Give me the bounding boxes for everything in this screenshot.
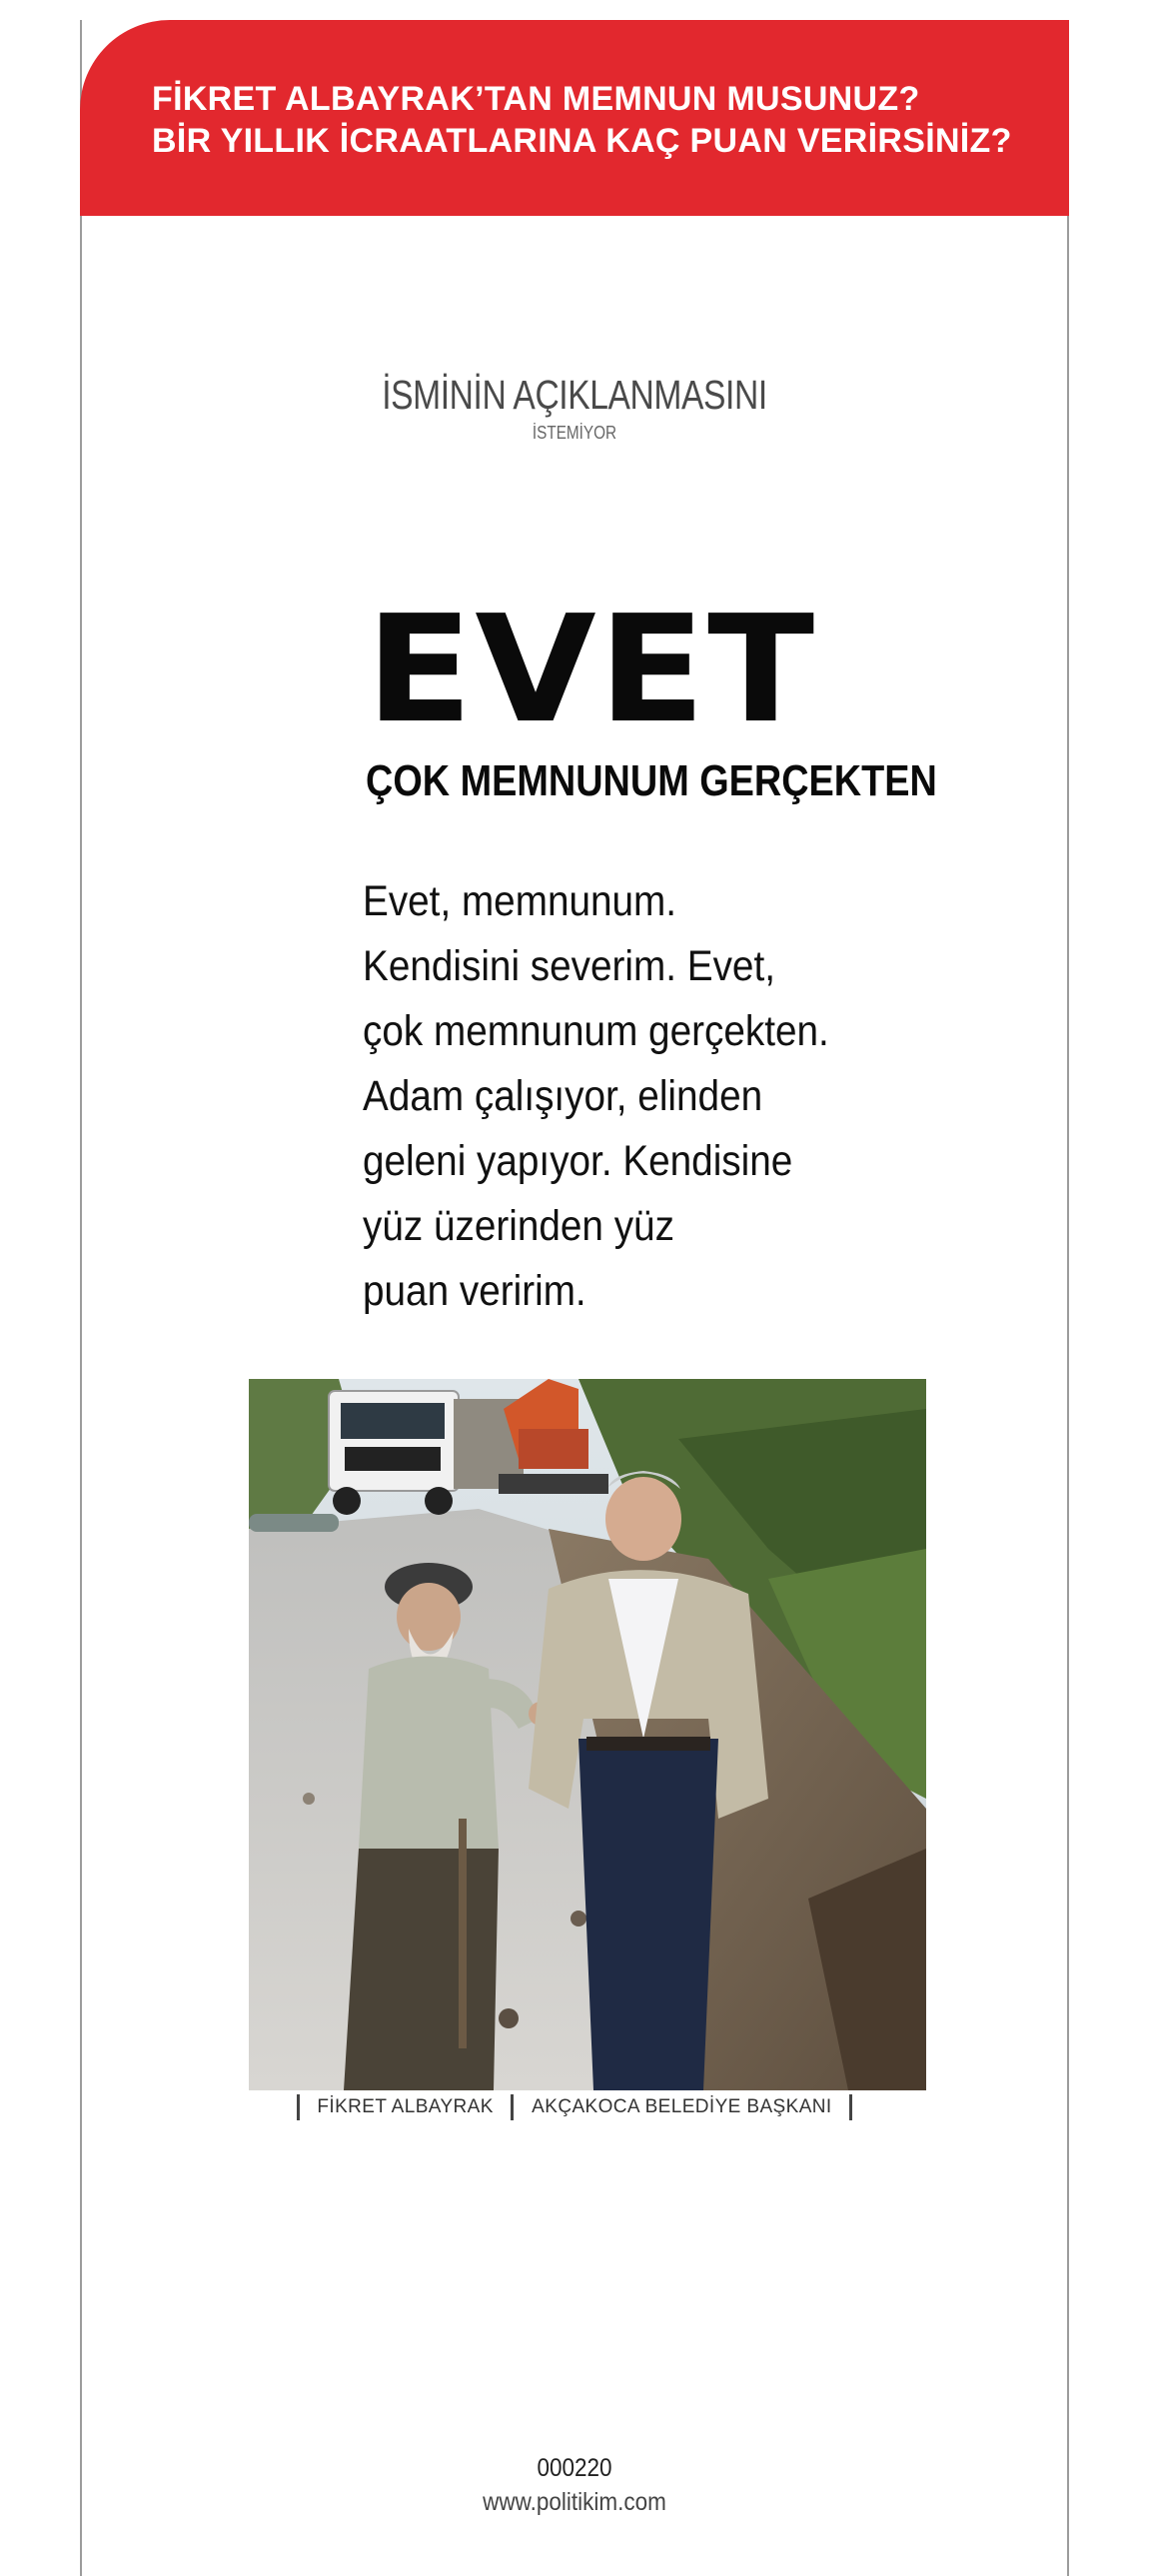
footer-code: 000220 [537,2454,612,2482]
quote-line: Evet, memnunum. [363,877,677,925]
quote-line: geleni yapıyor. Kendisine [363,1137,793,1185]
quote-line: Adam çalışıyor, elinden [363,1072,763,1120]
quote-block [363,869,922,1324]
banner-question-line-1: FİKRET ALBAYRAK’TAN MEMNUN MUSUNUZ? [152,80,920,118]
answer-word: EVET [366,584,817,755]
quote-line: yüz üzerinden yüz [363,1202,674,1250]
caption-divider [849,2094,852,2120]
caption-name: FİKRET ALBAYRAK [317,2096,494,2117]
caption-title: AKÇAKOCA BELEDİYE BAŞKANI [532,2096,832,2117]
quote-line: çok memnunum gerçekten. [363,1007,829,1055]
respondent-name-sub: İSTEMİYOR [532,423,617,443]
banner-question-line-2: BİR YILLIK İCRAATLARINA KAÇ PUAN VERİRSİNİZ? [152,122,1012,160]
caption-divider [297,2094,300,2120]
news-photo [249,1379,926,2090]
quote-line: Kendisini severim. Evet, [363,942,775,990]
footer-site-link[interactable]: www.politikim.com [483,2488,666,2516]
answer-subtitle: ÇOK MEMNUNUM GERÇEKTEN [366,756,937,805]
caption-divider [511,2094,514,2120]
respondent-label [0,372,1149,444]
question-banner [80,20,1069,216]
respondent-name-line: İSMİNİN AÇIKLANMASINI [382,372,767,418]
photo-caption [0,2094,1149,2120]
quote-line: puan veririm. [363,1267,586,1315]
